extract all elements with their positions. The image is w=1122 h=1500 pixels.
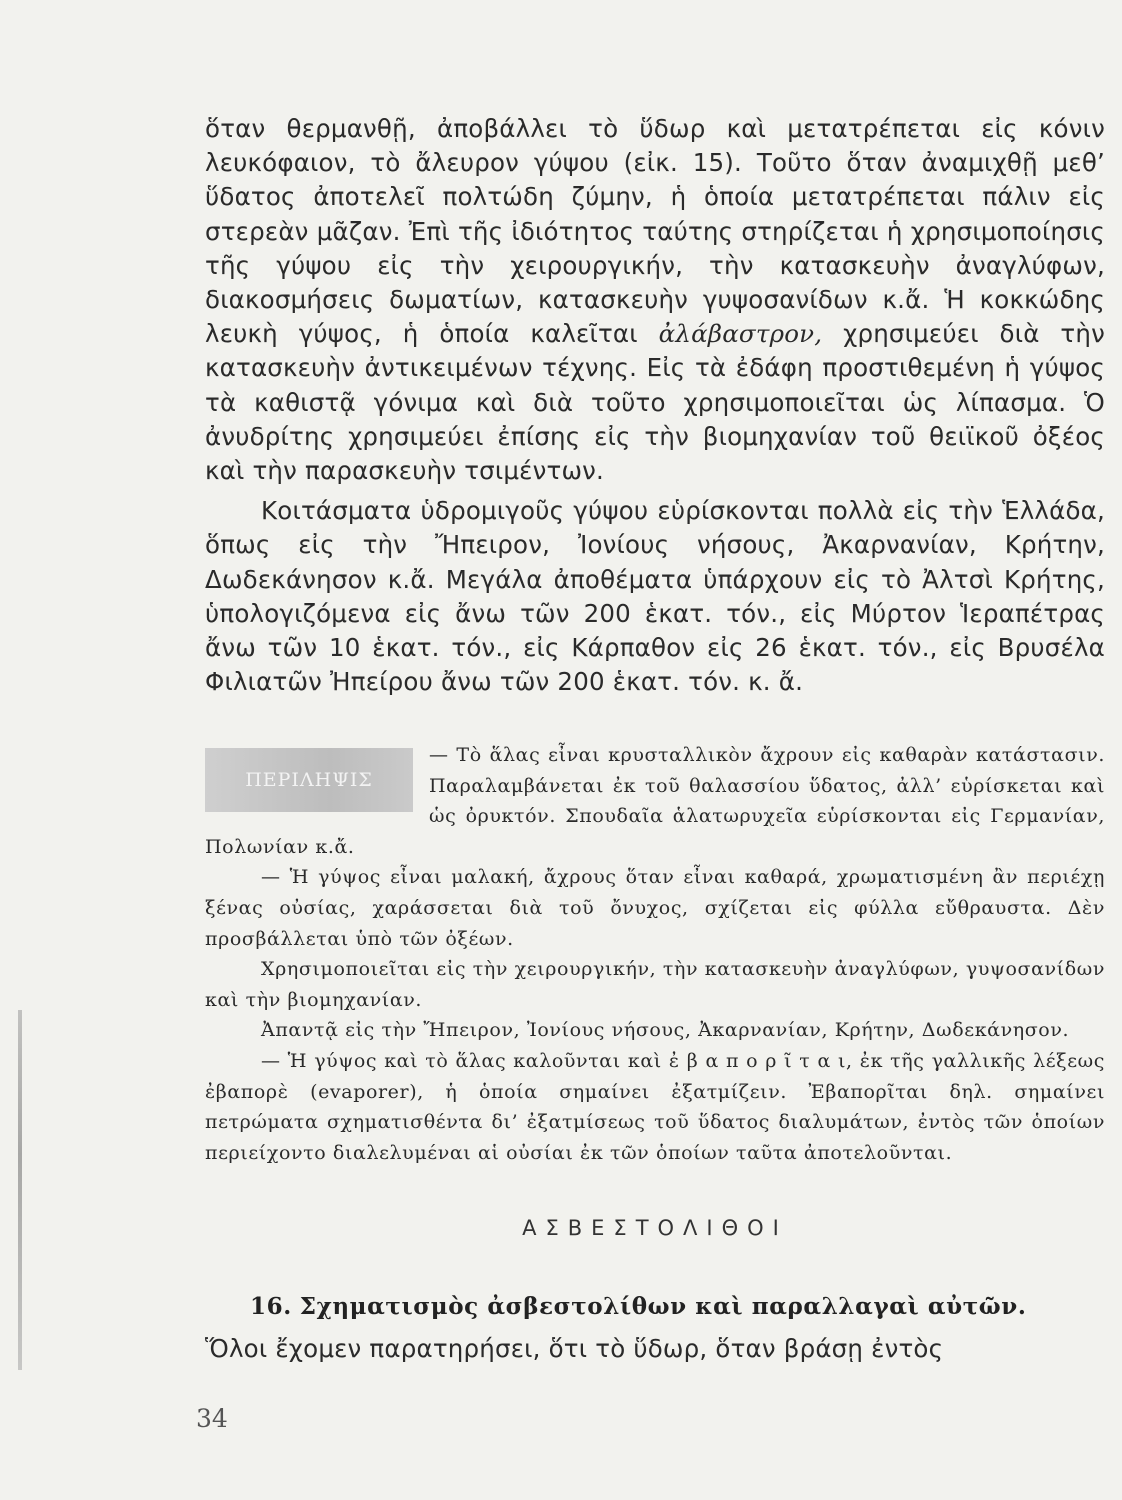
summary-paragraph-5: — Ἡ γύψος καὶ τὸ ἅλας καλοῦνται καὶ ἐ β α π ο ρ ῖ τ α ι, ἐκ τῆς γαλλικῆς λέξεως ἐβαπορὲ (evaporer), ἡ ὁποία σημαίνει ἐξατμίζειν. Ἐβαπορῖται δηλ. σημαίνει πετρώματα σχηματισθέντα δι’ ἐξατμίσεως τοῦ ὕδατος διαλυμάτων, ἐντὸς τῶν ὁποίων περιείχοντο διαλελυμέναι αἱ οὐσίαι ἐκ τῶν ὁποίων ταῦτα ἀποτελοῦνται.: [205, 1049, 1105, 1164]
heading-text: Σχηματισμὸς ἀσβεστολίθων καὶ παραλλαγαὶ αὐτῶν.: [299, 1293, 1027, 1320]
page-number: 34: [196, 1404, 228, 1433]
paragraph-2: Κοιτάσματα ὑδρομιγοῦς γύψου εὑρίσκονται πολλὰ εἰς τὴν Ἑλλάδα, ὅπως εἰς τὴν Ἤπειρον, Ἰονίους νήσους, Ἀκαρνανίαν, Κρήτην, Δωδεκάνησον κ.ἄ. Μεγάλα ἀποθέματα ὑπάρχουν εἰς τὸ Ἀλτσὶ Κρήτης, ὑπολογιζόμενα εἰς ἄνω τῶν 200 ἑκατ. τόν., εἰς Μύρτον Ἱεραπέτρας ἄνω τῶν 10 ἑκατ. τόν., εἰς Κάρπαθον εἰς 26 ἑκατ. τόν., εἰς Βρυσέλα Φιλιατῶν Ἠπείρου ἄνω τῶν 200 ἑκατ. τόν. κ. ἄ.: [205, 496, 1105, 697]
section-title: ΑΣΒΕΣΤΟΛΙΘΟΙ: [522, 1216, 788, 1240]
last-line: Ὅλοι ἔχομεν παρατηρήσει, ὅτι τὸ ὕδωρ, ὅταν βράσῃ ἐντὸς: [205, 1334, 944, 1363]
summary-paragraph-2: — Ἡ γύψος εἶναι μαλακή, ἄχρους ὅταν εἶναι καθαρά, χρωματισμένη ἂν περιέχῃ ξένας οὐσίας, χαράσσεται διὰ τοῦ ὄνυχος, σχίζεται εἰς φύλλα εὔθραυστα. Δὲν προσβάλλεται ὑπὸ τῶν ὀξέων.: [205, 866, 1105, 950]
term-alabaster: ἀλάβαστρον,: [658, 319, 823, 349]
summary-badge: ΠΕΡΙΛΗΨΙΣ: [205, 748, 413, 812]
summary-paragraph-4: Ἀπαντᾷ εἰς τὴν Ἤπειρον, Ἰονίους νήσους, Ἀκαρνανίαν, Κρήτην, Δωδεκάνησον.: [261, 1019, 1070, 1042]
body-text: [205, 112, 1105, 699]
body-text-continued: [205, 1332, 1105, 1366]
heading-number: 16.: [250, 1293, 292, 1320]
binding-shadow: [18, 1010, 22, 1370]
summary-paragraph-3: Χρησιμοποιεῖται εἰς τὴν χειρουργικήν, τὴν κατασκευὴν ἀναγλύφων, γυψοσανίδων καὶ τὴν βιομηχανίαν.: [205, 958, 1105, 1011]
summary-paragraph-1: — Τὸ ἅλας εἶναι κρυσταλλικὸν ἄχρουν εἰς καθαρὰν κατάστασιν. Παραλαμβάνεται ἐκ τοῦ θαλασσίου ὕδατος, ἀλλ’ εὑρίσκεται καὶ ὡς ὀρυκτόν. Σπουδαῖα ἁλατωρυχεῖα εὑρίσκονται εἰς Γερμανίαν, Πολωνίαν κ.ἄ.: [205, 744, 1105, 858]
summary-block: [205, 740, 1105, 1168]
paragraph-1: ὅταν θερμανθῇ, ἀποβάλλει τὸ ὕδωρ καὶ μετατρέπεται εἰς κόνιν λευκόφαιον, τὸ ἄλευρον γύψου (εἰκ. 15). Τοῦτο ὅταν ἀναμιχθῇ μεθ’ ὕδατος ἀποτελεῖ πολτώδη ζύμην, ἡ ὁποία μετατρέπεται πάλιν εἰς στερεὰν μᾶζαν. Ἐπὶ τῆς ἰδιότητος ταύτης στηρίζεται ἡ χρησιμοποίησις τῆς γύψου εἰς τὴν χειρουργικήν, τὴν κατασκευὴν ἀναγλύφων, διακοσμήσεις δωματίων, κατασκευὴν γυψοσανίδων κ.ἄ. Ἡ κοκκώδης λευκὴ γύψος, ἡ ὁποία καλεῖται ἀλάβαστρον, χρησιμεύει διὰ τὴν κατασκευὴν ἀντικειμένων τέχνης. Εἰς τὰ ἐδάφη προστιθεμένη ἡ γύψος τὰ καθιστᾷ γόνιμα καὶ διὰ τοῦτο χρησιμοποιεῖται ὡς λίπασμα. Ὁ ἀνυδρίτης χρησιμεύει ἐπίσης εἰς τὴν βιομηχανίαν τοῦ θειϊκοῦ ὀξέος καὶ τὴν παρασκευὴν τσιμέντων.: [205, 114, 1105, 486]
subsection-heading: [250, 1293, 1110, 1320]
